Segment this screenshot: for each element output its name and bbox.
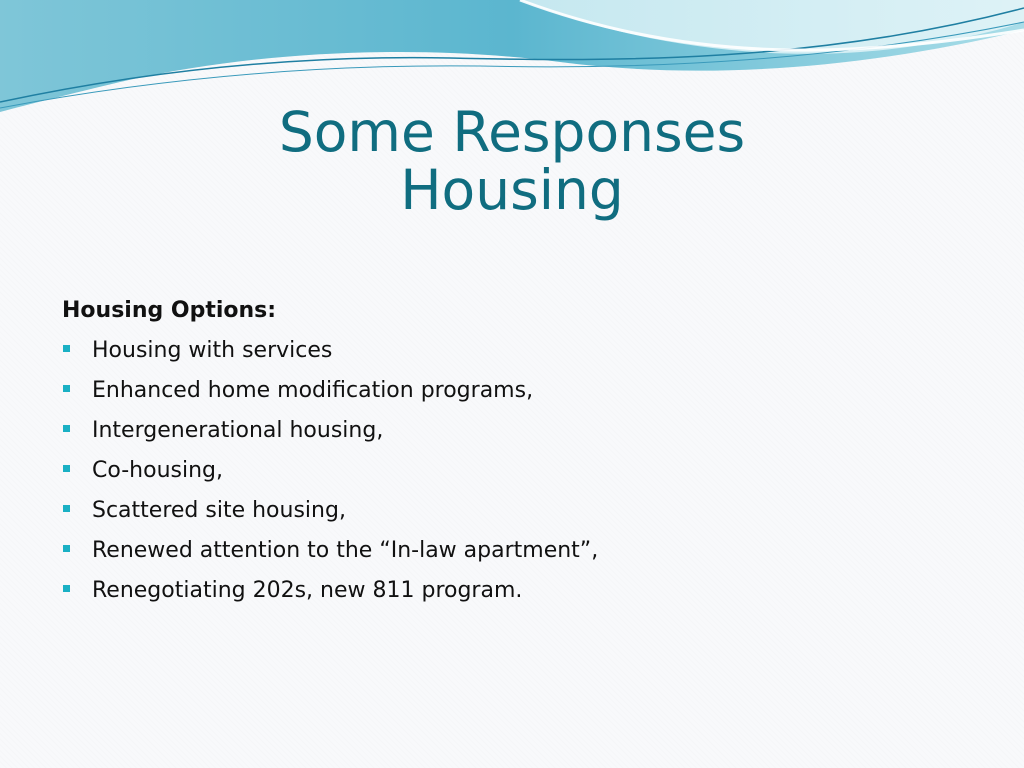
square-bullet-icon xyxy=(63,345,70,352)
list-item-text: Scattered site housing, xyxy=(92,498,346,523)
list-item xyxy=(62,376,962,406)
square-bullet-icon xyxy=(63,545,70,552)
square-bullet-icon xyxy=(63,425,70,432)
slide-title xyxy=(0,99,1024,222)
list-item-text: Renegotiating 202s, new 811 program. xyxy=(92,578,523,603)
list-item xyxy=(62,336,962,366)
list-item-text: Housing with services xyxy=(92,338,333,363)
square-bullet-icon xyxy=(63,465,70,472)
list-item-text: Renewed attention to the “In-law apartment”, xyxy=(92,538,599,563)
bullet-list xyxy=(62,336,962,606)
list-item xyxy=(62,456,962,486)
list-item xyxy=(62,416,962,446)
square-bullet-icon xyxy=(63,585,70,592)
section-heading: Housing Options: xyxy=(62,298,277,323)
square-bullet-icon xyxy=(63,385,70,392)
list-item xyxy=(62,496,962,526)
list-item xyxy=(62,536,962,566)
list-item-text: Intergenerational housing, xyxy=(92,418,384,443)
list-item xyxy=(62,576,962,606)
slide-title-line-1: Some Responses xyxy=(278,99,746,164)
list-item-text: Co-housing, xyxy=(92,458,223,483)
list-item-text: Enhanced home modification programs, xyxy=(92,378,534,403)
square-bullet-icon xyxy=(63,505,70,512)
slide-title-line-2: Housing xyxy=(400,157,624,222)
slide-body xyxy=(62,296,962,616)
